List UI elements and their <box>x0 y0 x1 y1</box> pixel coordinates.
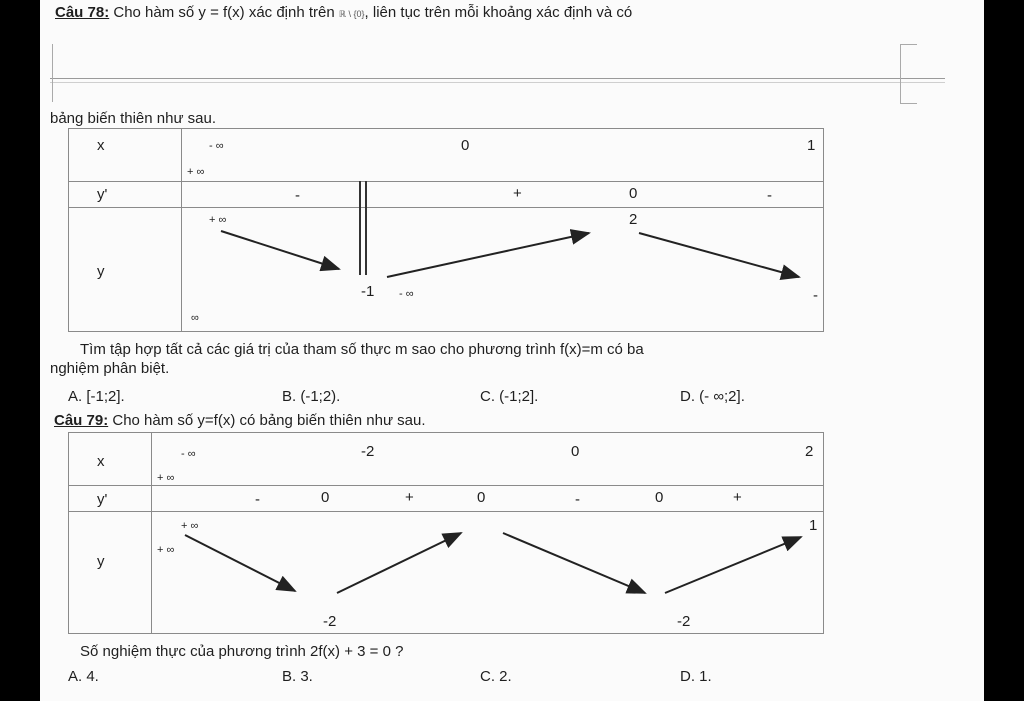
q78-arrows <box>69 129 825 333</box>
q79-label: Câu 79: <box>54 412 109 429</box>
q78-label: Câu 78: <box>55 4 110 21</box>
q79-y-pos-inf-2: + ∞ <box>157 544 175 556</box>
q78-y-minus-one: -1 <box>361 283 375 300</box>
q79-yp-sign-1: - <box>255 491 260 508</box>
q78-choice-a: A. [-1;2]. <box>68 388 125 405</box>
q79-yp-sign-3: - <box>575 491 580 508</box>
q79-x-minus-two: -2 <box>361 443 375 460</box>
q79-line-1 <box>54 412 426 430</box>
q79-x-header: x <box>97 453 105 470</box>
q79-y-minus-two-1: -2 <box>323 613 337 630</box>
q78-question-b: nghiệm phân biệt. <box>50 360 170 377</box>
q79-yp-header: y' <box>97 491 108 508</box>
q79-stem: Cho hàm số y=f(x) có bảng biến thiên như sau. <box>112 412 426 429</box>
arrow-up-2 <box>665 537 801 593</box>
q78-yp-header: y' <box>97 186 108 203</box>
q78-y-two: 2 <box>629 211 638 228</box>
q78-y-neg-inf: - ∞ <box>399 288 414 300</box>
q78-domain: ℝ \ {0} <box>338 9 365 19</box>
arrow-down-2 <box>639 233 799 277</box>
q79-arrows <box>69 433 825 635</box>
q78-choice-c: C. (-1;2]. <box>480 388 539 405</box>
q78-stem-a: Cho hàm số y = f(x) xác định trên <box>113 4 335 21</box>
q78-y-dash: - <box>813 287 818 304</box>
q78-y-header: y <box>97 263 105 280</box>
q79-question: Số nghiệm thực của phương trình 2f(x) + 3 = 0 ? <box>80 643 404 660</box>
arrow-up-1 <box>337 533 461 593</box>
q79-yp-zero-1: 0 <box>321 489 330 506</box>
q79-y-minus-two-2: -2 <box>677 613 691 630</box>
q79-yp-zero-3: 0 <box>655 489 664 506</box>
divider-line <box>50 78 945 79</box>
arrow-down-2 <box>503 533 645 593</box>
q78-yp-sign-3: - <box>767 187 772 204</box>
q78-stem-c: bảng biến thiên như sau. <box>50 110 217 127</box>
q79-variation-table <box>68 432 824 634</box>
q78-line-1 <box>55 4 632 23</box>
q79-y-one: 1 <box>809 517 818 534</box>
q78-stem-b: , liên tục trên mỗi khoảng xác định và có <box>364 4 633 21</box>
q78-choice-d: D. (- ∞;2]. <box>680 388 745 405</box>
q79-y-pos-inf-1: + ∞ <box>181 520 199 532</box>
q78-x-neg-inf: - ∞ <box>209 140 224 152</box>
arrow-down-1 <box>185 535 295 591</box>
q78-choice-b: B. (-1;2). <box>282 388 341 405</box>
q79-x-two: 2 <box>805 443 814 460</box>
q78-y-inf: ∞ <box>191 312 199 324</box>
q78-x-pos-inf: + ∞ <box>187 166 205 178</box>
q79-choice-c: C. 2. <box>480 668 512 685</box>
q79-yp-zero-2: 0 <box>477 489 486 506</box>
arrow-down-1 <box>221 231 339 269</box>
left-bracket <box>52 44 53 102</box>
q78-x-one: 1 <box>807 137 816 154</box>
q78-yp-zero: 0 <box>629 185 638 202</box>
q79-choice-d: D. 1. <box>680 668 712 685</box>
q79-x-pos-inf: + ∞ <box>157 472 175 484</box>
q78-y-pos-inf: + ∞ <box>209 214 227 226</box>
q78-x-zero: 0 <box>461 137 470 154</box>
q78-yp-sign-2: + <box>513 185 522 202</box>
q78-variation-table <box>68 128 824 332</box>
q79-yp-sign-2: + <box>405 489 414 506</box>
q79-x-zero: 0 <box>571 443 580 460</box>
q79-choice-b: B. 3. <box>282 668 313 685</box>
worksheet-page <box>40 0 984 701</box>
q79-yp-sign-4: + <box>733 489 742 506</box>
q79-choice-a: A. 4. <box>68 668 99 685</box>
arrow-up-1 <box>387 233 589 277</box>
divider-line-thin <box>50 82 945 83</box>
q78-yp-sign-1: - <box>295 187 300 204</box>
right-bracket <box>900 44 917 104</box>
q79-x-neg-inf: - ∞ <box>181 448 196 460</box>
q79-y-header: y <box>97 553 105 570</box>
q78-x-header: x <box>97 137 105 154</box>
q78-question-a: Tìm tập hợp tất cả các giá trị của tham số thực m sao cho phương trình f(x)=m có ba <box>80 341 644 358</box>
